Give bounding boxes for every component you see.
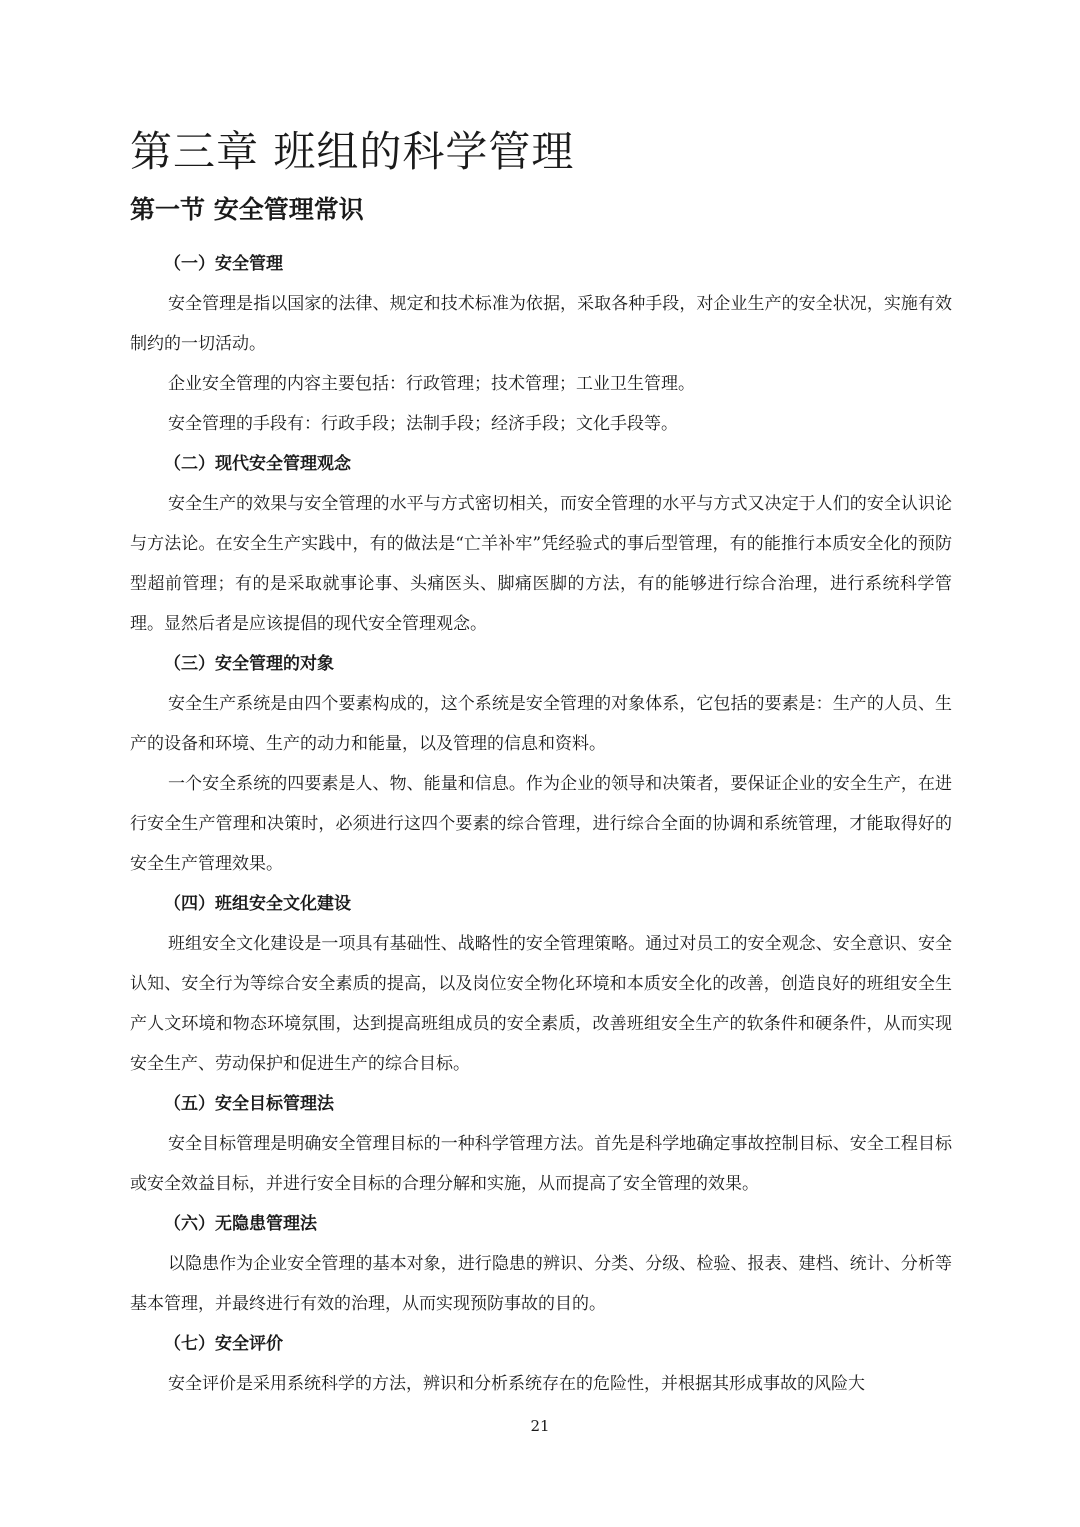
paragraph: 安全管理的手段有：行政手段；法制手段；经济手段；文化手段等。 [168,414,678,434]
subsection-heading: （七）安全评价 [164,1334,283,1354]
subsection-heading: （六）无隐患管理法 [164,1214,317,1234]
paragraph: 一个安全系统的四要素是人、物、能量和信息。作为企业的领导和决策者，要保证企业的安全生产，在进行安全生产管理和决策时，必须进行这四个要素的综合管理，进行综合全面的协调和系统管理，才能取得好的安全生产管理效果。 [130,774,952,874]
paragraph: 安全生产的效果与安全管理的水平与方式密切相关，而安全管理的水平与方式又决定于人们的安全认识论与方法论。在安全生产实践中，有的做法是“亡羊补牢”凭经验式的事后型管理，有的能推行本质安全化的预防型超前管理；有的是采取就事论事、头痛医头、脚痛医脚的方法，有的能够进行综合治理，进行系统科学管理。显然后者是应该提倡的现代安全管理观念。 [130,494,952,634]
chapter-title: 第三章 班组的科学管理 [130,127,575,176]
paragraph: 安全生产系统是由四个要素构成的，这个系统是安全管理的对象体系，它包括的要素是：生产的人员、生产的设备和环境、生产的动力和能量，以及管理的信息和资料。 [130,694,952,754]
section-title: 第一节 安全管理常识 [130,195,364,224]
paragraph: 以隐患作为企业安全管理的基本对象，进行隐患的辨识、分类、分级、检验、报表、建档、统计、分析等基本管理，并最终进行有效的治理，从而实现预防事故的目的。 [130,1254,952,1314]
paragraph: 安全管理是指以国家的法律、规定和技术标准为依据，采取各种手段，对企业生产的安全状况，实施有效制约的一切活动。 [130,294,952,354]
page-number: 21 [530,1417,550,1435]
paragraph: 安全目标管理是明确安全管理目标的一种科学管理方法。首先是科学地确定事故控制目标、安全工程目标或安全效益目标，并进行安全目标的合理分解和实施，从而提高了安全管理的效果。 [130,1134,952,1194]
subsection-heading: （一）安全管理 [164,254,283,274]
subsection-heading: （四）班组安全文化建设 [164,894,351,914]
document-body [130,244,952,1404]
subsection-heading: （三）安全管理的对象 [164,654,334,674]
paragraph: 班组安全文化建设是一项具有基础性、战略性的安全管理策略。通过对员工的安全观念、安全意识、安全认知、安全行为等综合安全素质的提高，以及岗位安全物化环境和本质安全化的改善，创造良好的班组安全生产人文环境和物态环境氛围，达到提高班组成员的安全素质，改善班组安全生产的软条件和硬条件，从而实现安全生产、劳动保护和促进生产的综合目标。 [130,934,952,1074]
paragraph: 企业安全管理的内容主要包括：行政管理；技术管理；工业卫生管理。 [168,374,695,394]
subsection-heading: （五）安全目标管理法 [164,1094,334,1114]
subsection-heading: （二）现代安全管理观念 [164,454,351,474]
paragraph: 安全评价是采用系统科学的方法，辨识和分析系统存在的危险性，并根据其形成事故的风险大 [168,1374,865,1394]
